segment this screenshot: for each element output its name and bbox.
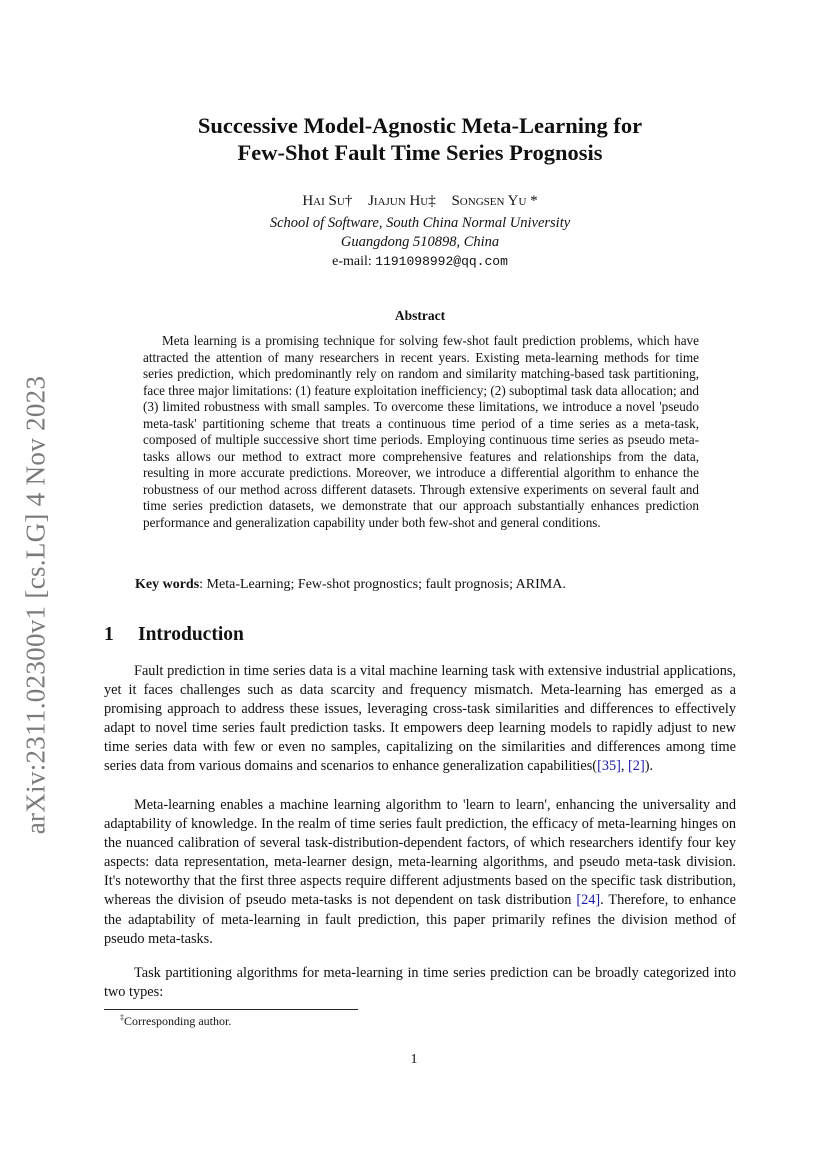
paragraph-1-end: ).	[644, 758, 654, 775]
section-heading	[104, 624, 244, 646]
citation-35[interactable]: [35]	[597, 758, 621, 775]
keywords	[135, 577, 715, 593]
title-line-1: Successive Model-Agnostic Meta-Learning for	[197, 113, 643, 138]
email-address: 1191098992@qq.com	[375, 254, 508, 269]
paragraph-2-text: Meta-learning enables a machine learning algorithm to 'learn to learn', enhancing the universality and adaptability of knowledge. In the realm of time series fault prediction, the efficacy of meta-learning hinges on the nuanced calibration of several task-distribution-dependent factors, of which researchers identify four key aspects: data representation, meta-learner design, meta-learning algorithms, and pseudo meta-task division. It's noteworthy that the first three aspects require different adjustments based on the specific task distribution, whereas the division of pseudo meta-tasks is not dependent on task distribution	[104, 797, 736, 909]
email-label: e-mail:	[332, 254, 372, 269]
affiliation-line-2: Guangdong 510898, China	[340, 234, 500, 250]
paragraph-2	[104, 796, 736, 949]
author-3: Songsen Yu *	[451, 193, 538, 209]
abstract-text: Meta learning is a promising technique for solving few-shot fault prediction problems, which have attracted the attention of many researchers in recent years. Existing meta-learning methods for time series prediction, which predominantly rely on random and similarity matching-based task partitioning, face three major limitations: (1) feature exploitation inefficiency; (2) suboptimal task data allocation; and (3) limited robustness with small samples. To overcome these limitations, we introduce a novel 'pseudo meta-task' partitioning scheme that treats a continuous time period of a time series as a meta-task, composed of multiple successive short time periods. Employing continuous time series as pseudo meta-tasks allows our method to extract more comprehensive features and relationships from the data, resulting in more accurate predictions. Moreover, we introduce a differential algorithm to enhance the robustness of our method across different datasets. Through extensive experiments on several fault and time series prediction datasets, we demonstrate that our approach substantially enhances prediction performance and generalization capability under both few-shot and general conditions.	[143, 333, 699, 530]
paragraph-1-text: Fault prediction in time series data is a vital machine learning task with extensive industrial applications, yet it faces challenges such as data scarcity and frequency mismatch. Meta-learning has emerged as a promising approach to address these issues, leveraging cross-task similarities and differences to effectively adapt to novel time series fault prediction tasks. It empowers deep learning models to rapidly adjust to new time series data with few or even no samples, capitalizing on the similarities and differences among time series data from various domains and scenarios to enhance generalization capabilities(	[104, 663, 736, 775]
paragraph-1	[104, 662, 736, 777]
footnote	[120, 1013, 231, 1029]
keywords-label: Key words	[135, 577, 200, 592]
arxiv-stamp	[16, 366, 56, 844]
title-line-2: Few-Shot Fault Time Series Prognosis	[237, 140, 603, 165]
footnote-mark: ‡	[120, 1013, 124, 1022]
email-line	[104, 254, 736, 270]
arxiv-identifier: arXiv:2311.02300v1 [cs.LG] 4 Nov 2023	[20, 375, 51, 835]
section-number: 1	[104, 624, 114, 645]
abstract-heading: Abstract	[394, 308, 446, 323]
author-list	[104, 193, 736, 210]
page-number: 1	[410, 1052, 418, 1067]
citation-24[interactable]: [24]	[576, 892, 601, 909]
paper-title	[104, 112, 736, 166]
paragraph-3: Task partitioning algorithms for meta-learning in time series prediction can be broadly categorized into two types:	[104, 965, 736, 1001]
citation-separator: ,	[620, 758, 629, 775]
keywords-text: : Meta-Learning; Few-shot prognostics; fault prognosis; ARIMA.	[199, 577, 566, 592]
author-2: Jiajun Hu‡	[368, 193, 436, 209]
footnote-text: Corresponding author.	[124, 1014, 232, 1028]
affiliation-line-1: School of Software, South China Normal University	[269, 215, 571, 231]
footnote-divider	[104, 1009, 358, 1010]
author-1: Hai Su†	[302, 193, 353, 209]
paragraph-2-end: . Therefore, to enhance the adaptability of meta-learning in fault prediction, this paper primarily refines the division method of pseudo meta-tasks.	[104, 892, 736, 947]
section-title: Introduction	[138, 624, 244, 645]
citation-2[interactable]: [2]	[628, 758, 645, 775]
